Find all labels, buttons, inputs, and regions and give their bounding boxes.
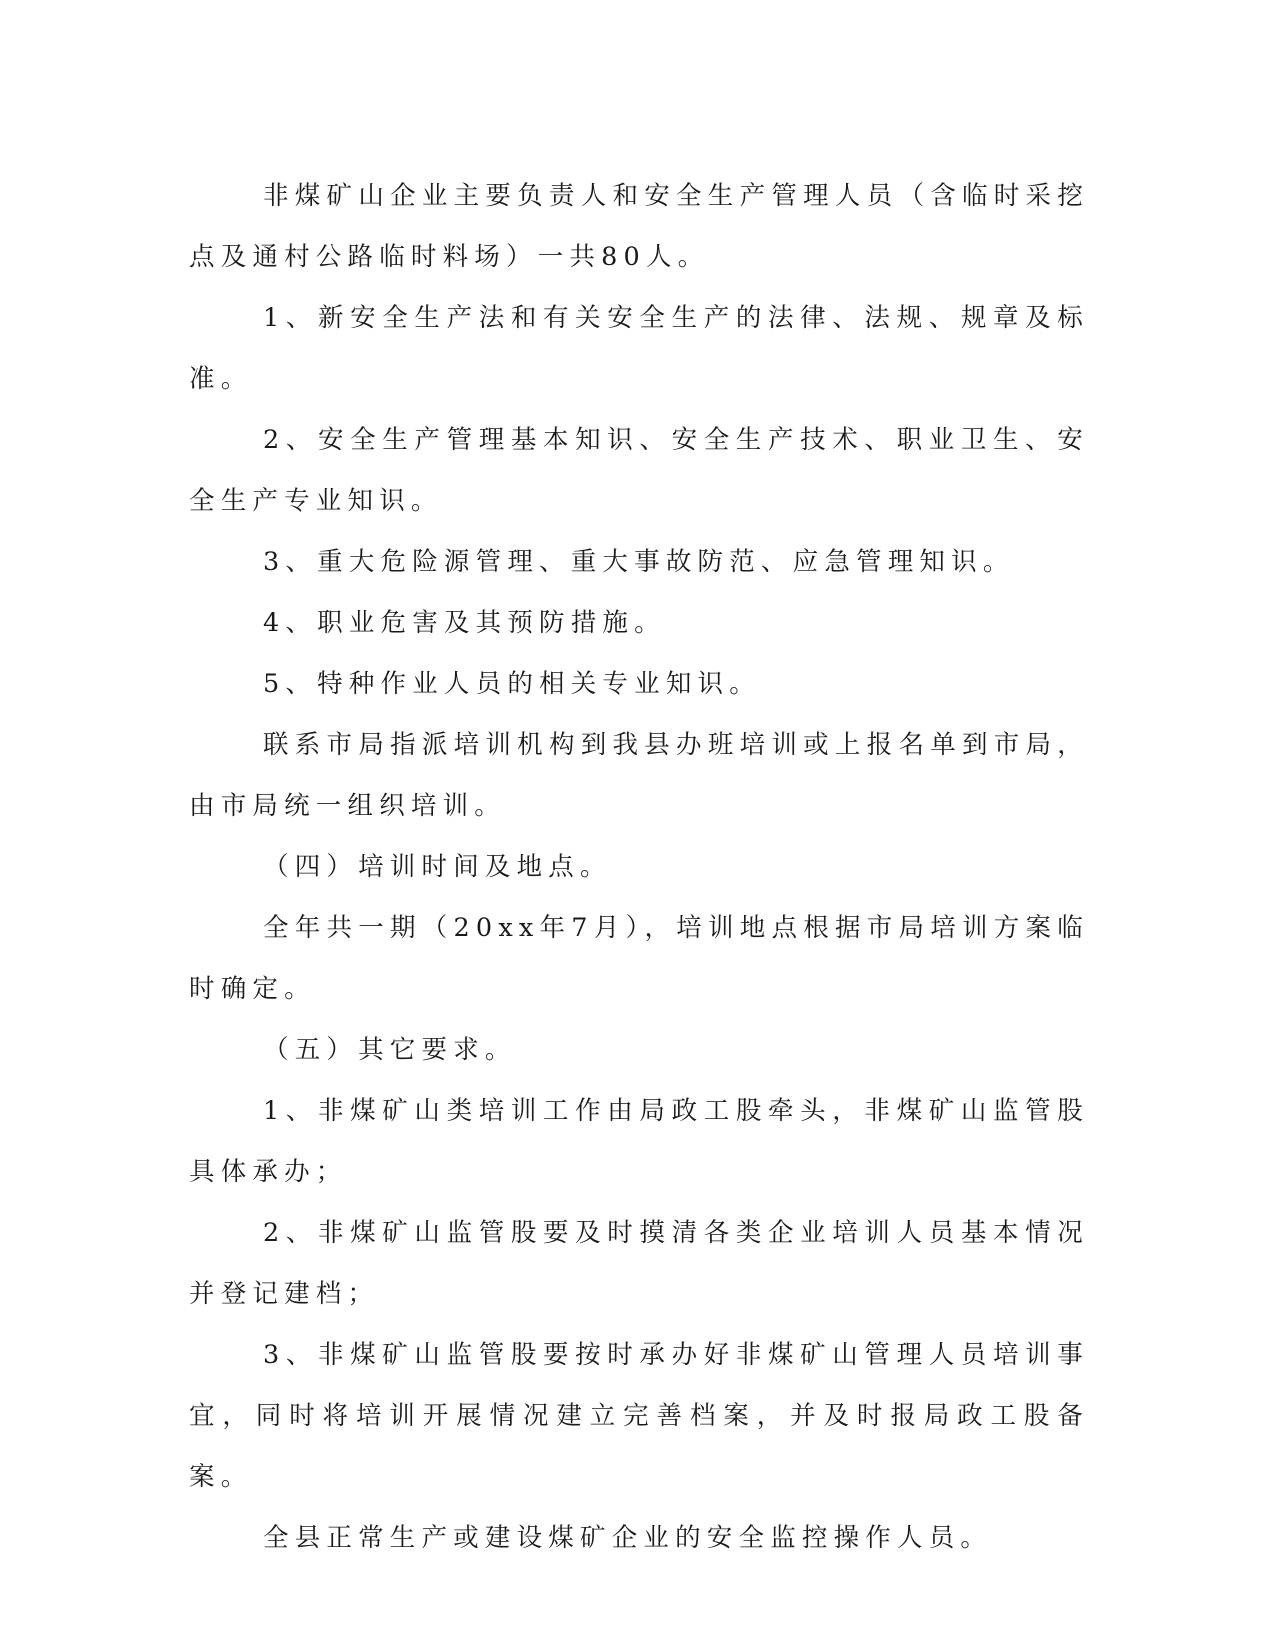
paragraph-item-3-hazard: 3、重大危险源管理、重大事故防范、应急管理知识。: [263, 547, 1015, 577]
paragraph-requirement-3: 3、非煤矿山监管股要按时承办好非煤矿山管理人员培训事宜，同时将培训开展情况建立完善档案，并及时报局政工股备案。: [189, 1340, 1089, 1492]
paragraph-training-organization: 联系市局指派培训机构到我县办班培训或上报名单到市局，由市局统一组织培训。: [189, 730, 1089, 821]
section-heading-4: （四）培训时间及地点。: [263, 852, 612, 882]
paragraph-item-4-occupational: 4、职业危害及其预防措施。: [263, 608, 666, 638]
section-heading-5: （五）其它要求。: [263, 1035, 517, 1065]
paragraph-requirement-1: 1、非煤矿山类培训工作由局政工股牵头，非煤矿山监管股具体承办；: [189, 1096, 1089, 1187]
paragraph-item-2-knowledge: 2、安全生产管理基本知识、安全生产技术、职业卫生、安全生产专业知识。: [189, 425, 1089, 516]
paragraph-coal-monitoring: 全县正常生产或建设煤矿企业的安全监控操作人员。: [263, 1523, 993, 1553]
paragraph-item-1-law: 1、新安全生产法和有关安全生产的法律、法规、规章及标准。: [189, 303, 1089, 394]
paragraph-item-5-special-ops: 5、特种作业人员的相关专业知识。: [263, 669, 761, 699]
paragraph-schedule: 全年共一期（20xx年7月），培训地点根据市局培训方案临时确定。: [189, 913, 1089, 1004]
document-body: [189, 166, 1089, 1569]
paragraph-requirement-2: 2、非煤矿山监管股要及时摸清各类企业培训人员基本情况并登记建档；: [189, 1218, 1089, 1309]
paragraph-participants: 非煤矿山企业主要负责人和安全生产管理人员（含临时采挖点及通村公路临时料场）一共80人。: [189, 181, 1089, 272]
